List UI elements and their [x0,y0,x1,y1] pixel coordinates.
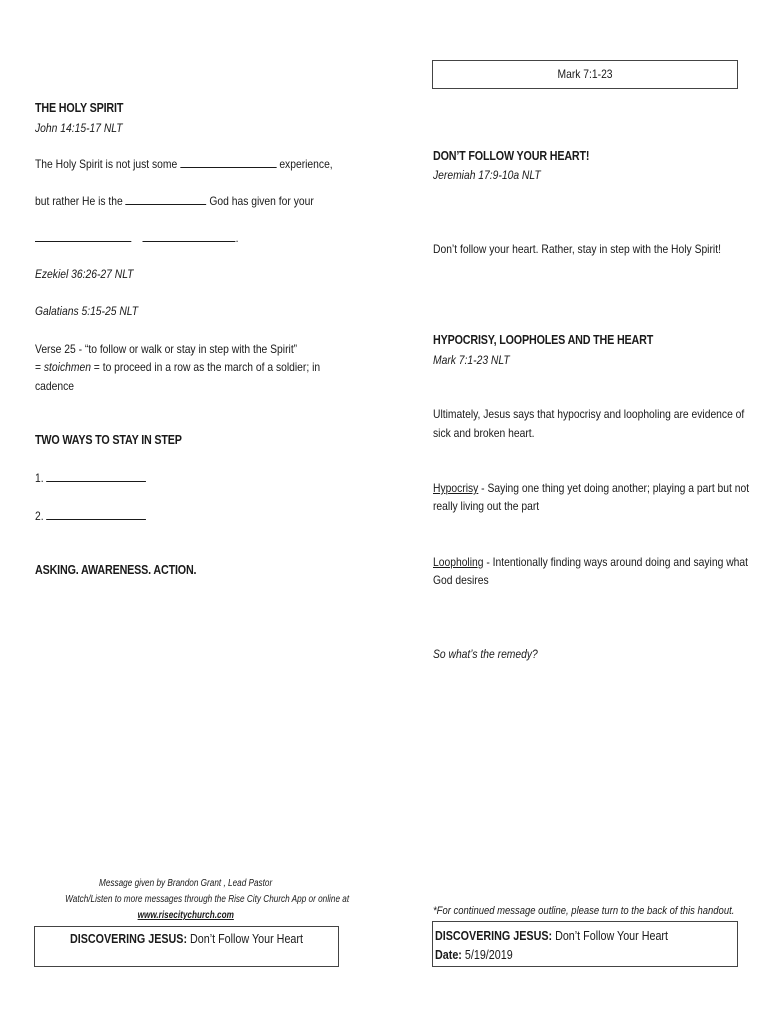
verse-line-2 [35,358,320,377]
ultimately-line-1: Ultimately, Jesus says that hypocrisy and loopholing are evidence of [433,407,745,421]
term-loopholing: Loopholing [433,555,484,569]
continued-note: *For continued message outline, please turn to the back of this handout. [433,905,735,917]
fill-in-blank[interactable] [35,229,131,242]
speaker-credit: Message given by Brandon Grant , Lead Pastor [99,878,273,889]
scripture-ref-galatians: Galatians 5:15-25 NLT [35,304,139,318]
watch-listen-note: Watch/Listen to more messages through the Rise City Church App or online at [65,894,350,905]
section-title-two-ways: TWO WAYS TO STAY IN STEP [35,433,182,447]
hypocrisy-definition-line-2: really living out the part [433,499,540,513]
series-title: Don’t Follow Your Heart [187,932,304,946]
date-value: 5/19/2019 [461,948,513,962]
hypocrisy-definition-line-1 [433,479,749,498]
scripture-ref: Mark 7:1-23 [557,67,613,81]
list-item [35,507,146,526]
list-number: 1. [35,471,44,485]
scripture-ref-john: John 14:15-17 NLT [35,121,123,135]
term-hypocrisy: Hypocrisy [433,481,479,495]
fill-in-line-3 [35,229,239,248]
series-name: DISCOVERING JESUS: [435,929,553,943]
right-series-title-box [432,921,738,967]
verse-eq: = [35,360,44,374]
fill-in-blank[interactable] [46,469,146,482]
verse-line-1: Verse 25 - “to follow or walk or stay in step with the Spirit” [35,342,298,356]
fill-in-text: The Holy Spirit is not just some [35,157,178,171]
fill-in-blank[interactable] [143,229,236,242]
fill-in-text: experience, [279,157,333,171]
scripture-ref-jeremiah: Jeremiah 17:9-10a NLT [433,168,541,182]
scripture-ref-box [432,60,738,89]
series-line [435,926,668,946]
church-website-link[interactable]: www.risecitychurch.com [137,910,235,921]
greek-word: stoichmen [43,360,91,374]
verse-definition: = to proceed in a row as the march of a soldier; in [90,360,321,374]
date-line [435,945,513,965]
fill-in-blank[interactable] [46,507,146,520]
fill-in-line-2 [35,192,314,211]
left-series-title-box [34,926,339,967]
section-title-dont-follow: DON’T FOLLOW YOUR HEART! [433,149,590,163]
fill-in-text: but rather He is the [35,194,123,208]
section-title-hypocrisy: HYPOCRISY, LOOPHOLES AND THE HEART [433,333,654,347]
fill-in-text: God has given for your [209,194,314,208]
fill-in-blank[interactable] [180,155,276,168]
loopholing-definition-line-2: God desires [433,573,489,587]
verse-line-3: cadence [35,379,75,393]
date-label: Date: [435,948,462,962]
definition-text: - Intentionally finding ways around doing and saying what [483,555,748,569]
series-name: DISCOVERING JESUS: [69,932,188,946]
fill-in-text: . [235,231,239,245]
fill-in-line-1 [35,155,333,174]
scripture-ref-mark: Mark 7:1-23 NLT [433,353,510,367]
left-footer-credits [34,876,350,924]
remedy-question: So what’s the remedy? [433,647,538,661]
series-title: Don’t Follow Your Heart [552,929,669,943]
section-title-asking: ASKING. AWARENESS. ACTION. [35,563,197,577]
list-number: 2. [35,509,44,523]
definition-text: - Saying one thing yet doing another; playing a part but not [478,481,750,495]
loopholing-definition-line-1 [433,553,748,572]
list-item [35,469,146,488]
section-title-holy-spirit: THE HOLY SPIRIT [35,101,124,115]
scripture-ref-ezekiel: Ezekiel 36:26-27 NLT [35,267,134,281]
dont-follow-text: Don’t follow your heart. Rather, stay in step with the Holy Spirit! [433,242,721,256]
fill-in-blank[interactable] [126,192,207,205]
ultimately-line-2: sick and broken heart. [433,426,535,440]
